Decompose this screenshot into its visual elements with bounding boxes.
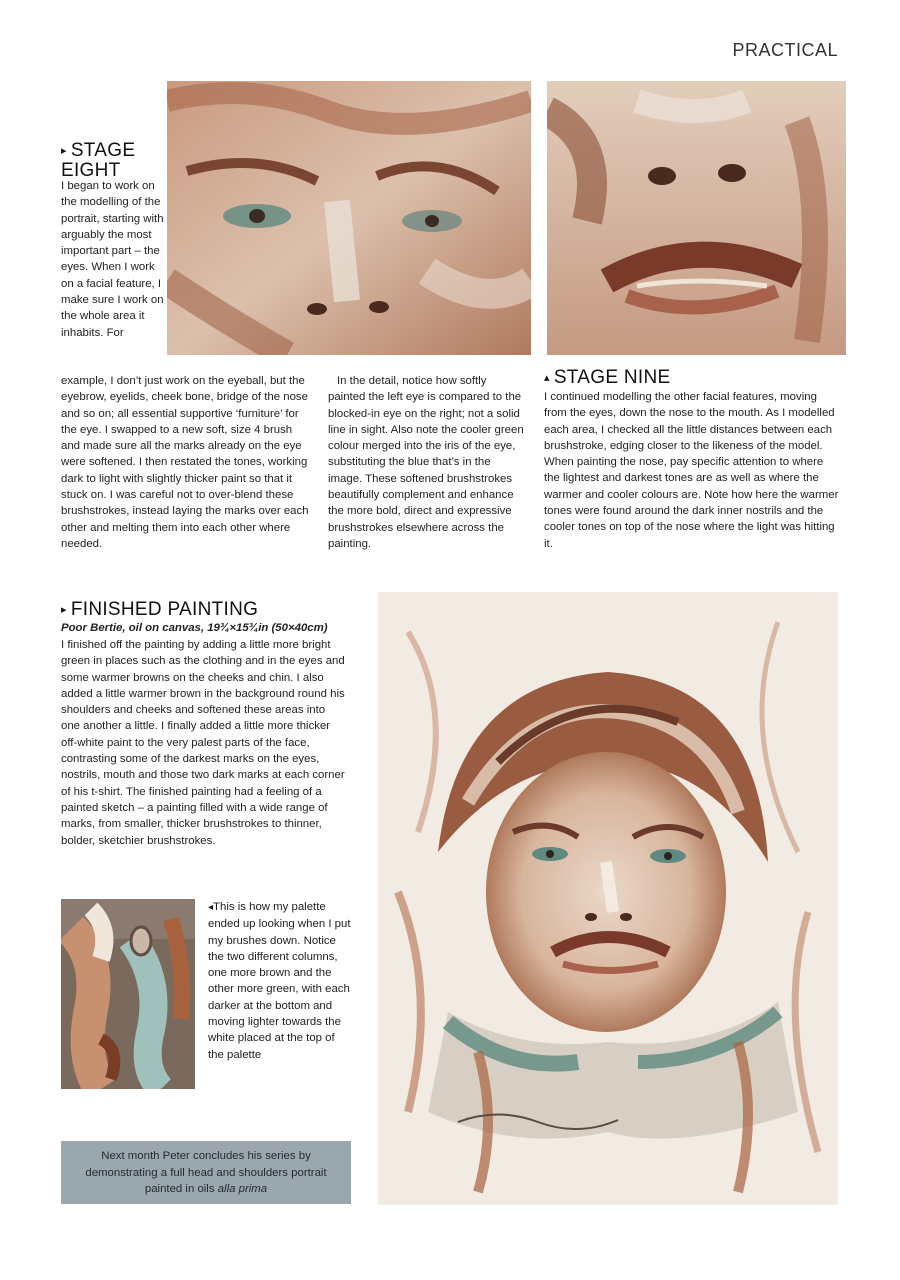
palette-photo bbox=[61, 899, 195, 1089]
finished-painting-image bbox=[378, 592, 838, 1205]
stage-eight-text-wide: example, I don’t just work on the eyeball, but the eyebrow, eyelids, cheek bone, bridge of the nose and so on; all essential supportive ‘furniture’ for the eye. I swapped to a new soft, size 4 brush and made sure all the marks already on the eye were softened. I then restated the tones, working dark to light with slightly thicker paint so that it stuck on. I was careful not to over-blend these brushstrokes, instead laying the marks over each other and melting them into each other where needed. bbox=[61, 375, 309, 550]
stage-nine-photo bbox=[547, 81, 846, 355]
stage-eight-photo bbox=[167, 81, 531, 355]
triangle-right-icon: ▸ bbox=[61, 604, 67, 616]
stage-eight-text-narrow: I began to work on the modelling of the portrait, starting with arguably the most important part – the eyes. When I work on a facial feature, I make sure I work on the whole area it inhabits. For bbox=[61, 180, 164, 339]
triangle-left-icon: ◂ bbox=[208, 902, 214, 913]
stage-nine-heading: ▴ STAGE NINE bbox=[544, 367, 671, 388]
finished-caption: Poor Bertie, oil on canvas, 19¾×15¾in (50×40cm) bbox=[61, 622, 328, 634]
finished-heading: ▸ FINISHED PAINTING bbox=[61, 599, 259, 620]
stage-eight-detail-text: In the detail, notice how softly painted the left eye is compared to the blocked-in eye on the right; not a solid line in sight. Also note the cooler green colour merged into the iris of the eye, substituting the blue that’s in the image. These softened brushstrokes beautifully complement and enhance the more bold, direct and expressive brushstrokes elsewhere across the painting. bbox=[328, 375, 524, 550]
section-label: PRACTICAL bbox=[732, 40, 838, 60]
finished-text: I finished off the painting by adding a little more bright green in places such as the clothing and in the eyes and some warmer browns on the cheeks and chin. I also added a little warmer brown in the background round his shoulders and cheeks and softened these areas into one another a little. I finally added a little more thicker off-white paint to the very palest parts of the face, contrasting some of the darkest marks on the eyes, nostrils, mouth and those two dark marks at each corner of his t-shirt. The finished painting had a feeling of a painted sketch – a painting filled with a wide range of marks, from smaller, thicker brushstrokes to thinner, bolder, sketchier brushstrokes. bbox=[61, 639, 345, 847]
stage-eight-heading: ▸ STAGE EIGHT bbox=[61, 140, 136, 181]
triangle-up-icon: ▴ bbox=[544, 372, 550, 384]
next-month-callout: Next month Peter concludes his series by demonstrating a full head and shoulders portrait painted in oils alla prima bbox=[61, 1141, 351, 1204]
stage-nine-text: I continued modelling the other facial features, moving from the eyes, down the nose to the mouth. As I modelled each area, I checked all the little distances between each brushstroke, edging closer to the likeness of the model. When painting the nose, pay specific attention to where the lightest and darkest tones are as well as where the warmer and cooler colours are. Note how here the warmer tones were found around the dark inner nostrils and the cooler tones on top of the nose where the light was hitting it. bbox=[544, 391, 839, 550]
palette-caption: ◂This is how my palette ended up looking when I put my brushes down. Notice the two different columns, one more brown and the other more green, with each darker at the bottom and moving lighter towards the white placed at the top of the palette bbox=[208, 901, 351, 1061]
callout-italic: alla prima bbox=[217, 1183, 268, 1195]
triangle-right-icon: ▸ bbox=[61, 145, 67, 157]
